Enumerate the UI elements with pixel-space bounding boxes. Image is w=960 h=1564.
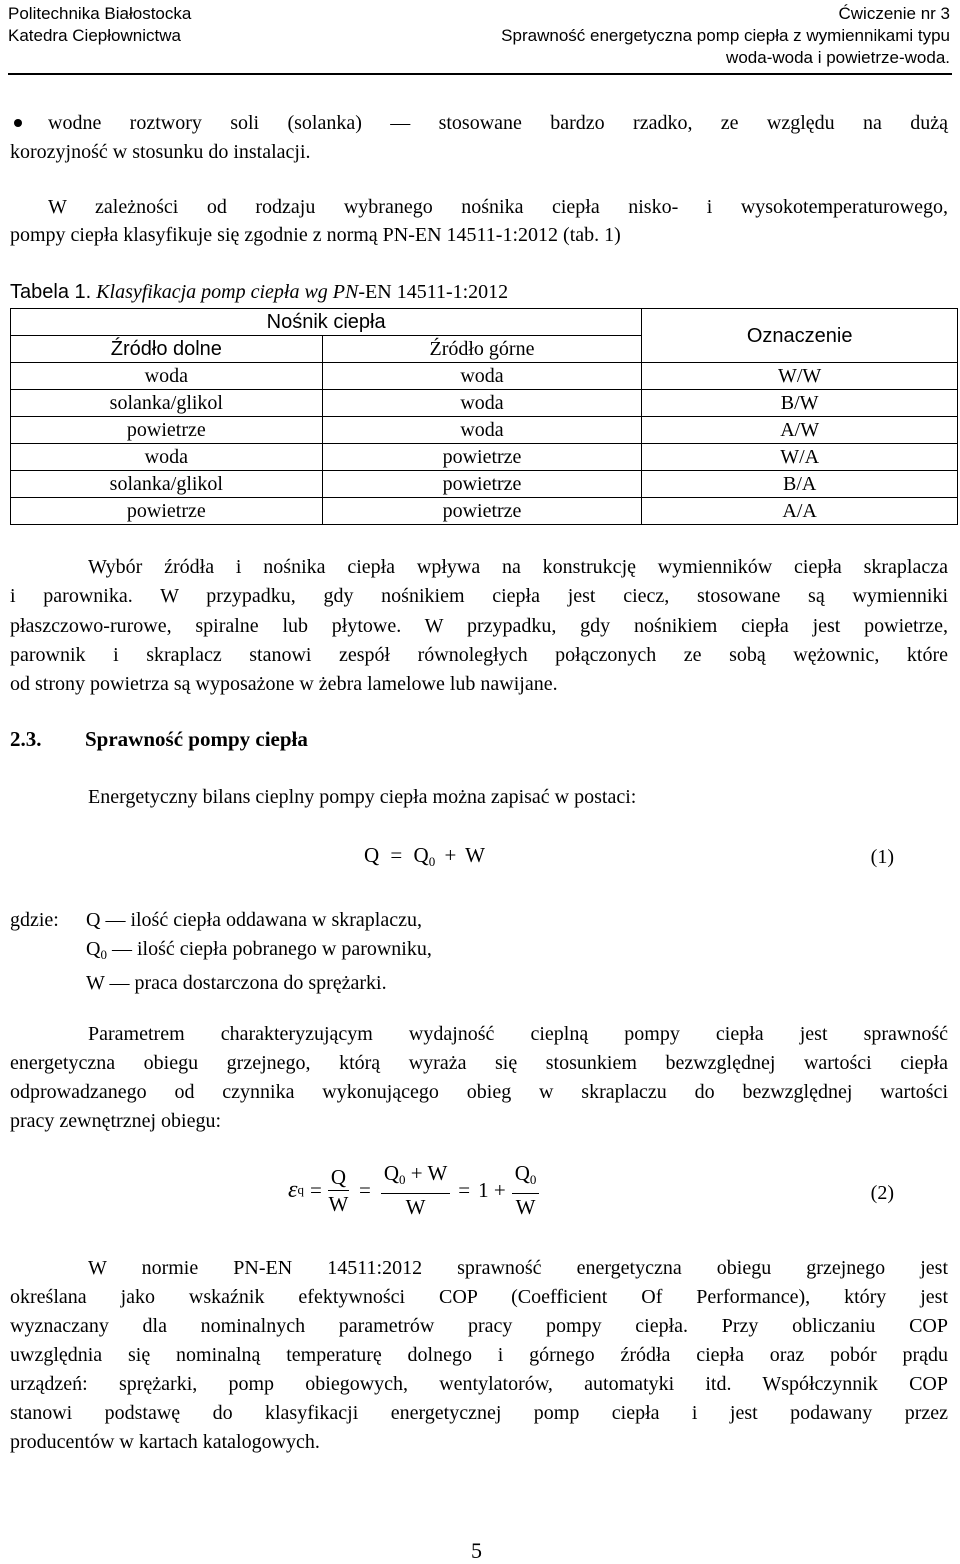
eq2-f3-num-sub: 0 (529, 1172, 537, 1187)
table-cell: powietrze (11, 498, 323, 525)
eq2-equals-3: = (458, 1177, 471, 1202)
bullet-text-line-2: korozyjność w stosunku do instalacji. (10, 141, 311, 163)
eq2-f2-num-sub: 0 (399, 1172, 406, 1187)
equation-2 (288, 1160, 539, 1220)
para3-line-6: stanowi podstawę do klasyfikacji energetycznej pomp ciepła i jest podawany przez (10, 1402, 948, 1424)
equation-1-number: (1) (870, 846, 894, 868)
header-right (501, 3, 950, 69)
table-cell: powietrze (11, 417, 323, 444)
eq2-f1-den: W (328, 1191, 349, 1216)
bullet-text-line-1: wodne roztwory soli (solanka) — stosowane bardzo rzadko, ze względu na dużą (48, 112, 948, 134)
eq2-equals-2: = (358, 1177, 371, 1202)
section-title: Sprawność pompy ciepła (85, 727, 308, 751)
header-divider (8, 73, 952, 75)
legend-prefix: gdzie: (10, 909, 59, 931)
table-cell: A/A (642, 498, 958, 525)
classification-table (10, 308, 958, 525)
para2-line-3: odprowadzanego od czynnika wykonującego obieg w skraplaczu do bezwzględnej wartości (10, 1081, 948, 1103)
para2-line-1: Parametrem charakteryzującym wydajność cieplną pompy ciepła jest sprawność (88, 1023, 948, 1045)
eq2-f1-num: Q (328, 1164, 349, 1191)
table-row (11, 471, 958, 498)
eq1-plus: + (444, 843, 457, 867)
para1-line-2: i parownika. W przypadku, gdy nośnikiem ciepła jest ciecz, stosowane są wymienniki (10, 585, 948, 607)
table-cell: powietrze (322, 444, 642, 471)
table-cell: powietrze (322, 498, 642, 525)
para3-line-3: wyznaczany dla nominalnych parametrów pracy pompy ciepła. Przy obliczaniu COP (10, 1315, 948, 1337)
eq2-epsilon-sub: q (297, 1182, 304, 1197)
department-name: Katedra Ciepłownictwa (8, 26, 181, 45)
table-cell: A/W (642, 417, 958, 444)
intro-line-2: pompy ciepła klasyfikuje się zgodnie z normą PN-EN 14511-1:2012 (tab. 1) (10, 224, 621, 246)
eq2-fraction-3 (512, 1160, 540, 1220)
table-cell: woda (322, 363, 642, 390)
section-heading (10, 727, 308, 752)
exercise-number: Ćwiczenie nr 3 (838, 4, 950, 23)
table-caption-italic: Klasyfikacja pomp ciepła wg PN- (96, 281, 366, 303)
table-cell: woda (11, 363, 323, 390)
table-caption (10, 281, 508, 304)
intro-line-1: W zależności od rodzaju wybranego nośnika ciepła nisko- i wysokotemperaturowego, (48, 196, 948, 218)
bullet-icon (14, 119, 22, 127)
table-cell: woda (322, 417, 642, 444)
table-row (11, 363, 958, 390)
eq2-epsilon: ε (288, 1176, 298, 1203)
para3-line-2: określana jako wskaźnik efektywności COP (Coefficient Of Performance), który jest (10, 1286, 948, 1308)
table-caption-label: Tabela 1. (10, 281, 92, 303)
table-cell: woda (11, 444, 323, 471)
table-cell: powietrze (322, 471, 642, 498)
equation-1 (364, 843, 485, 870)
eq1-q0-sub: 0 (428, 854, 436, 869)
legend-item-2-symbol: Q (86, 938, 101, 960)
equation-2-number: (2) (870, 1182, 894, 1204)
legend-item-2-text: — ilość ciepła pobranego w parowniku, (106, 938, 432, 960)
table-cell: B/A (642, 471, 958, 498)
legend-item-1: Q — ilość ciepła oddawana w skraplaczu, (86, 909, 422, 931)
table-row (11, 390, 958, 417)
section-number: 2.3. (10, 727, 42, 751)
eq2-one-plus: 1 + (478, 1177, 506, 1202)
para3-line-7: producentów w kartach katalogowych. (10, 1431, 320, 1453)
table-cell: solanka/glikol (11, 471, 323, 498)
table-header-source-high: Źródło górne (322, 336, 642, 363)
table-header-source-low: Źródło dolne (11, 336, 323, 363)
table-row (11, 417, 958, 444)
para1-line-3: płaszczowo-rurowe, spiralne lub płytowe. W przypadku, gdy nośnikiem ciepła jest powietrze, (10, 615, 948, 637)
para2-line-4: pracy zewnętrznej obiegu: (10, 1110, 222, 1132)
eq2-fraction-2 (381, 1160, 450, 1220)
table-cell: woda (322, 390, 642, 417)
legend-item-2-sub: 0 (100, 947, 107, 962)
subject-line-2: woda-woda i powietrze-woda. (726, 48, 950, 67)
eq1-w: W (465, 843, 485, 867)
institution-name: Politechnika Białostocka (8, 4, 192, 23)
para2-line-2: energetyczna obiegu grzejnego, którą wyraża się stosunkiem bezwzględnej wartości ciepła (10, 1052, 948, 1074)
table-cell: W/W (642, 363, 958, 390)
para1-line-1: Wybór źródła i nośnika ciepła wpływa na konstrukcję wymienników ciepła skraplacza (88, 556, 948, 578)
eq2-f3-num: Q (514, 1161, 530, 1185)
eq2-f2-den: W (405, 1195, 426, 1219)
eq1-lhs: Q (364, 843, 380, 867)
eq2-f3-den: W (515, 1195, 536, 1219)
table-cell: W/A (642, 444, 958, 471)
table-cell: solanka/glikol (11, 390, 323, 417)
eq2-equals-1: = (309, 1177, 322, 1202)
table-row (11, 444, 958, 471)
header-left (8, 3, 191, 47)
page-number: 5 (471, 1538, 482, 1563)
para3-line-1: W normie PN-EN 14511:2012 sprawność energetyczna obiegu grzejnego jest (88, 1257, 948, 1279)
legend (10, 906, 432, 998)
table-caption-rest: EN 14511-1:2012 (365, 281, 509, 303)
para1-line-5: od strony powietrza są wyposażone w żebra lamelowe lub nawijane. (10, 673, 558, 695)
eq2-f2-num-rest: + W (405, 1161, 448, 1185)
para1-line-4: parownik i skraplacz stanowi zespół równoległych połączonych ze sobą wężownic, które (10, 644, 948, 666)
table-group-header: Nośnik ciepła (11, 309, 642, 336)
subject-line-1: Sprawność energetyczna pomp ciepła z wymiennikami typu (501, 26, 950, 45)
para3-line-5: urządzeń: sprężarki, pomp obiegowych, wentylatorów, automatyki itd. Współczynnik COP (10, 1373, 948, 1395)
eq2-fraction-1 (328, 1164, 349, 1217)
table-cell: B/W (642, 390, 958, 417)
eq2-f2-num-q: Q (383, 1161, 399, 1185)
para3-line-4: uwzględnia się nominalną temperaturę dolnego i górnego źródła ciepła oraz pobór prądu (10, 1344, 948, 1366)
table-row (11, 498, 958, 525)
legend-item-3: W — praca dostarczona do sprężarki. (86, 972, 387, 994)
eq1-equals: = (390, 843, 403, 867)
energy-intro: Energetyczny bilans cieplny pompy ciepła można zapisać w postaci: (88, 786, 637, 808)
table-header-designation: Oznaczenie (642, 309, 958, 363)
eq1-q0: Q (413, 843, 429, 867)
